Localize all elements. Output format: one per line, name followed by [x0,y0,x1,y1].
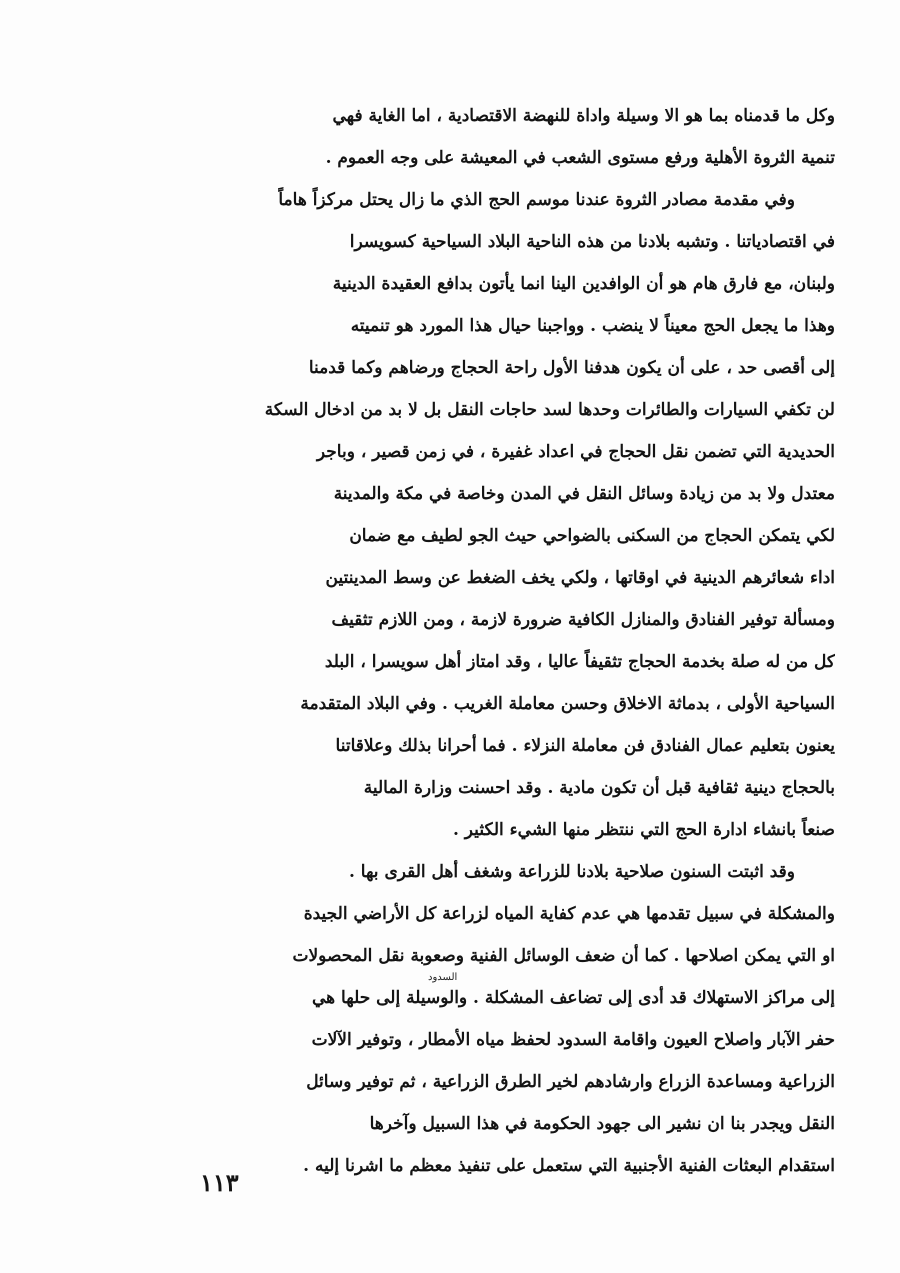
text-line: وهذا ما يجعل الحج معيناً لا ينضب . وواجبنا حيال هذا المورد هو تنميته [350,316,835,336]
text-line: ومسألة توفير الفنادق والمنازل الكافية ضرورة لازمة ، ومن اللازم تثقيف [331,610,835,630]
text-line: يعنون بتعليم عمال الفنادق فن معاملة النزلاء . فما أحرانا بذلك وعلاقاتنا [335,736,835,756]
text-line: والمشكلة في سبيل تقدمها هي عدم كفاية المياه لزراعة كل الأراضي الجيدة [303,904,835,924]
text-line: السياحية الأولى ، بدماثة الاخلاق وحسن معاملة الغريب . وفي البلاد المتقدمة [300,694,835,714]
handwritten-margin-note: السدود [428,972,458,983]
text-line: كل من له صلة بخدمة الحجاج تثقيفاً عاليا ، وقد امتاز أهل سويسرا ، البلد [324,652,835,672]
text-line: استقدام البعثات الفنية الأجنبية التي ستعمل على تنفيذ معظم ما اشرنا إليه . [303,1156,835,1176]
text-line: او التي يمكن اصلاحها . كما أن ضعف الوسائل الفنية وصعوبة نقل المحصولات [292,946,835,966]
text-line: ولبنان، مع فارق هام هو أن الوافدين الينا انما يأتون بدافع العقيدة الدينية [332,274,835,294]
text-line: تنمية الثروة الأهلية ورفع مستوى الشعب في المعيشة على وجه العموم . [325,148,835,168]
text-line: إلى مراكز الاستهلاك قد أدى إلى تضاعف المشكلة . والوسيلة إلى حلها هي [312,988,835,1008]
text-line: اداء شعائرهم الدينية في اوقاتها ، ولكي يخف الضغط عن وسط المدينتين [325,568,835,588]
body-text [100,95,835,1187]
text-line: لكي يتمكن الحجاج من السكنى بالضواحي حيث الجو لطيف مع ضمان [349,526,835,546]
text-line: في اقتصادياتنا . وتشبه بلادنا من هذه الناحية البلاد السياحية كسويسرا [349,232,835,252]
text-line: الزراعية ومساعدة الزراع وارشادهم لخير الطرق الزراعية ، ثم توفير وسائل [306,1072,835,1092]
page-number: ١١٣ [200,1168,239,1197]
text-line: بالحجاج دينية ثقافية قبل أن تكون مادية . وقد احسنت وزارة المالية [363,778,835,798]
text-line: حفر الآبار واصلاح العيون واقامة السدود لحفظ مياه الأمطار ، وتوفير الآلات [311,1030,835,1050]
text-line: لن تكفي السيارات والطائرات وحدها لسد حاجات النقل بل لا بد من ادخال السكة [264,400,835,420]
text-line: وكل ما قدمناه بما هو الا وسيلة واداة للنهضة الاقتصادية ، اما الغاية فهي [332,106,835,126]
text-line: معتدل ولا بد من زيادة وسائل النقل في المدن وخاصة في مكة والمدينة [333,484,835,504]
text-line: وفي مقدمة مصادر الثروة عندنا موسم الحج الذي ما زال يحتل مركزاً هاماً [278,190,795,210]
text-line: وقد اثبتت السنون صلاحية بلادنا للزراعة وشغف أهل القرى بها . [348,862,795,882]
text-line: إلى أقصى حد ، على أن يكون هدفنا الأول راحة الحجاج ورضاهم وكما قدمنا [308,358,835,378]
text-line: الحديدية التي تضمن نقل الحجاج في اعداد غفيرة ، في زمن قصير ، وباجر [316,442,835,462]
text-line: صنعاً بانشاء ادارة الحج التي ننتظر منها الشيء الكثير . [452,820,835,840]
text-line: النقل ويجدر بنا ان نشير الى جهود الحكومة في هذا السبيل وآخرها [369,1114,835,1134]
